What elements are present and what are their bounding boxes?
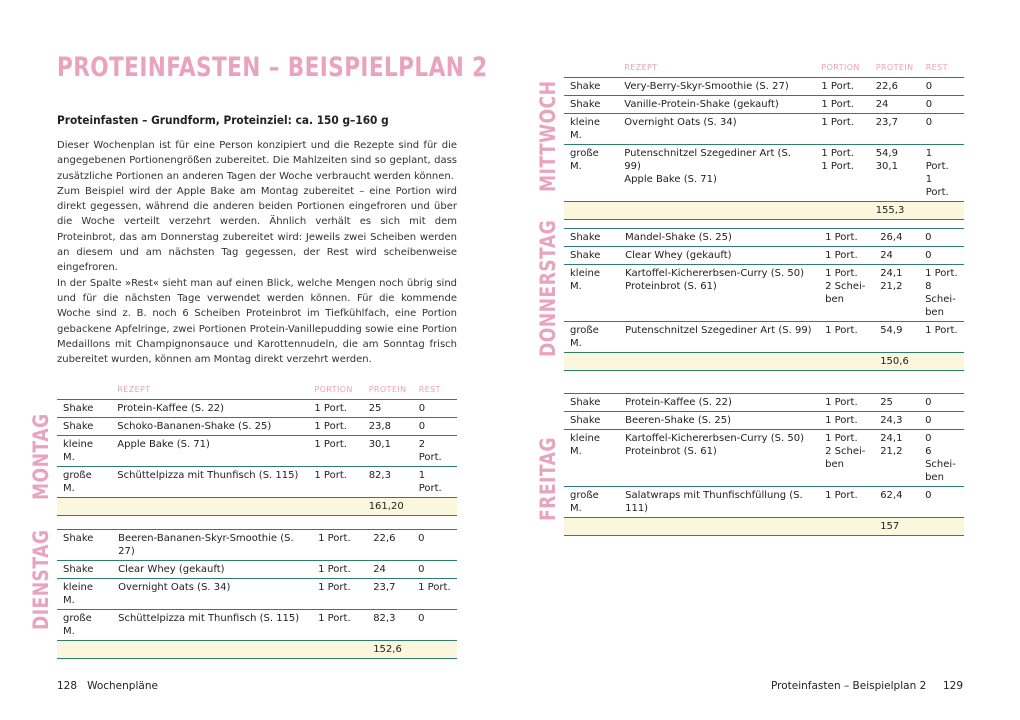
portion-line: 1 Port. — [825, 268, 858, 279]
recipe-line: Kartoffel-Kichererbsen-Curry (S. 50) — [625, 268, 805, 279]
rest-line: 6 Schei- — [925, 446, 956, 470]
page-number-right: 129 — [942, 680, 963, 692]
total-row — [564, 202, 964, 220]
protein-total: 152,6 — [367, 641, 412, 659]
protein: 24 — [870, 96, 920, 114]
day-label-freitag: FREITAG — [536, 437, 560, 521]
rest: 0 — [920, 78, 964, 96]
protein-total: 161,20 — [363, 498, 413, 516]
rest-line: 0 — [925, 433, 932, 444]
header-rezept: REZEPT — [117, 385, 151, 394]
meal-type: große M. — [564, 322, 619, 353]
protein: 23,8 — [363, 418, 413, 436]
protein-line: 21,2 — [880, 446, 903, 457]
page-title: PROTEINFASTEN – BEISPIELPLAN 2 — [57, 52, 488, 83]
meal-type: große M. — [57, 467, 111, 498]
rest: 1 Port. — [413, 467, 457, 498]
meal-type: kleine M. — [564, 265, 619, 322]
protein-total: 150,6 — [874, 353, 919, 371]
recipe-line: Proteinbrot (S. 61) — [625, 446, 717, 457]
protein-line: 54,9 — [875, 148, 898, 159]
rest: 1 Port. — [412, 579, 457, 610]
table-row — [564, 145, 964, 202]
meal-type: Shake — [57, 530, 112, 561]
rest-line: 1 Port. — [925, 268, 958, 279]
recipe — [619, 430, 819, 487]
day-label-mittwoch: MITTWOCH — [536, 80, 560, 192]
table-row — [57, 530, 457, 561]
protein — [874, 265, 919, 322]
table-row — [564, 78, 964, 96]
protein: 23,7 — [367, 579, 412, 610]
recipe: Overnight Oats (S. 34) — [112, 579, 312, 610]
rest: 0 — [412, 561, 457, 579]
table-montag — [57, 380, 457, 516]
rest: 0 — [413, 418, 457, 436]
portion: 1 Port. — [815, 114, 869, 145]
table-row — [57, 418, 457, 436]
meal-type: kleine M. — [57, 436, 111, 467]
rest: 0 — [412, 530, 457, 561]
table-row — [564, 229, 964, 247]
rest: 0 — [919, 487, 964, 518]
rest: 0 — [920, 114, 964, 145]
rest-line: 1 Port. — [925, 148, 949, 172]
portion — [819, 430, 874, 487]
meal-type: Shake — [57, 418, 111, 436]
recipe: Schüttelpizza mit Thunfisch (S. 115) — [112, 610, 312, 641]
portion-line: 1 Port. — [821, 148, 854, 159]
portion-line: 2 Schei- — [825, 281, 866, 292]
intro-text — [57, 138, 457, 367]
meal-type: kleine M. — [57, 579, 112, 610]
header-portion: PORTION — [314, 385, 353, 394]
recipe — [619, 265, 819, 322]
page-number-left: 128 — [57, 680, 78, 692]
portion: 1 Port. — [308, 400, 362, 418]
protein-line: 21,2 — [880, 281, 903, 292]
portion — [815, 145, 869, 202]
meal-type: große M. — [564, 487, 619, 518]
recipe: Clear Whey (gekauft) — [112, 561, 312, 579]
header-protein: PROTEIN — [368, 385, 407, 394]
total-row — [564, 353, 964, 371]
portion: 1 Port. — [312, 579, 367, 610]
portion: 1 Port. — [819, 229, 874, 247]
rest: 0 — [919, 247, 964, 265]
header-rezept: REZEPT — [624, 63, 658, 72]
protein-line: 30,1 — [875, 161, 898, 172]
portion: 1 Port. — [819, 412, 874, 430]
recipe: Vanille-Protein-Shake (gekauft) — [618, 96, 815, 114]
rest-line: ben — [925, 307, 944, 318]
protein: 23,7 — [870, 114, 920, 145]
header-protein: PROTEIN — [875, 63, 914, 72]
footer-left — [57, 680, 158, 692]
recipe: Schoko-Bananen-Shake (S. 25) — [111, 418, 308, 436]
table-row — [564, 114, 964, 145]
portion: 1 Port. — [312, 610, 367, 641]
day-label-dienstag: DIENSTAG — [29, 529, 53, 630]
portion: 1 Port. — [819, 247, 874, 265]
meal-type: Shake — [564, 412, 619, 430]
rest — [919, 265, 964, 322]
intro-paragraph: Zum Beispiel wird der Apple Bake am Montag zubereitet – eine Portion wird direkt gegessen, während die anderen beiden Portionen eingefroren und über die Woche verteilt verzehrt werden. Ähnlich verhält es sich mit dem Proteinbrot, das am Donnerstag zubereitet wird: Jeweils zwei Scheiben werden an diesem und am nächsten Tag gegessen, der Rest wird scheibenweise eingefroren. — [57, 185, 457, 274]
meal-type: Shake — [564, 78, 618, 96]
portion: 1 Port. — [308, 467, 362, 498]
meal-type: Shake — [57, 400, 111, 418]
portion: 1 Port. — [815, 96, 869, 114]
recipe-line: Apple Bake (S. 71) — [624, 174, 717, 185]
rest-line: ben — [925, 472, 944, 483]
header-portion: PORTION — [821, 63, 860, 72]
footer-section-label: Wochenpläne — [87, 680, 158, 692]
recipe: Apple Bake (S. 71) — [111, 436, 308, 467]
portion-line: ben — [825, 459, 844, 470]
protein: 24,3 — [874, 412, 919, 430]
table-mittwoch — [564, 58, 964, 220]
meal-type: Shake — [564, 229, 619, 247]
protein — [874, 430, 919, 487]
rest: 1 Port. — [919, 322, 964, 353]
meal-type: kleine M. — [564, 114, 618, 145]
recipe — [618, 145, 815, 202]
portion: 1 Port. — [312, 530, 367, 561]
recipe-line: Kartoffel-Kichererbsen-Curry (S. 50) — [625, 433, 805, 444]
table-row — [57, 579, 457, 610]
protein: 82,3 — [367, 610, 412, 641]
header-rest: REST — [418, 385, 441, 394]
table-donnerstag — [564, 228, 964, 371]
protein: 26,4 — [874, 229, 919, 247]
portion — [819, 265, 874, 322]
table-freitag — [564, 393, 964, 536]
footer-right — [771, 680, 963, 692]
total-row — [57, 641, 457, 659]
protein: 25 — [874, 394, 919, 412]
table-row — [564, 96, 964, 114]
day-label-montag: MONTAG — [29, 413, 53, 500]
portion-line: 2 Schei- — [825, 446, 866, 457]
protein: 22,6 — [870, 78, 920, 96]
recipe: Protein-Kaffee (S. 22) — [111, 400, 308, 418]
meal-type: große M. — [564, 145, 618, 202]
table-row — [57, 610, 457, 641]
day-label-donnerstag: DONNERSTAG — [536, 219, 560, 357]
table-row — [57, 467, 457, 498]
rest: 0 — [412, 610, 457, 641]
portion: 1 Port. — [819, 322, 874, 353]
rest: 0 — [413, 400, 457, 418]
recipe-line: Proteinbrot (S. 61) — [625, 281, 717, 292]
total-row — [57, 498, 457, 516]
portion: 1 Port. — [308, 436, 362, 467]
meal-type: kleine M. — [564, 430, 619, 487]
table-row — [564, 322, 964, 353]
rest-line: 1 Port. — [925, 174, 949, 198]
recipe: Mandel-Shake (S. 25) — [619, 229, 819, 247]
rest: 2 Port. — [413, 436, 457, 467]
portion-line: 1 Port. — [825, 433, 858, 444]
section-subtitle: Proteinfasten – Grundform, Proteinziel: ca. 150 g–160 g — [57, 113, 389, 127]
protein: 62,4 — [874, 487, 919, 518]
intro-paragraph: Dieser Wochenplan ist für eine Person konzipiert und die Rezepte sind für die angegebenen Portionengrößen zubereitet. Die Mahlzeiten sind so geplant, dass zusätzliche Portionen an anderen Tagen der Woche verbraucht werden können. — [57, 140, 457, 182]
recipe: Salatwraps mit Thunfischfüllung (S. 111) — [619, 487, 819, 518]
table-row — [57, 436, 457, 467]
total-row — [564, 518, 964, 536]
table-row — [564, 412, 964, 430]
protein-total: 157 — [874, 518, 919, 536]
portion-line: ben — [825, 294, 844, 305]
intro-paragraph: In der Spalte »Rest« sieht man auf einen Blick, welche Mengen noch übrig sind und für die nächsten Tage verwendet werden können. Für die kommende Woche sind z. B. noch 6 Scheiben Proteinbrot im Tiefkühlfach, eine Portion gebackene Apfelringe, zwei Portionen Protein-Vanillepudding sowie eine Portion Medaillons mit Champignonsauce und Karottennudeln, die am Sonntag frisch zubereitet wurden, können am Montag direkt verzehrt werden. — [57, 277, 457, 366]
protein: 30,1 — [363, 436, 413, 467]
meal-type: große M. — [57, 610, 112, 641]
recipe-line: Putenschnitzel Szegediner Art (S. 99) — [624, 148, 791, 172]
recipe: Putenschnitzel Szegediner Art (S. 99) — [619, 322, 819, 353]
recipe: Overnight Oats (S. 34) — [618, 114, 815, 145]
protein-line: 24,1 — [880, 268, 903, 279]
protein: 82,3 — [363, 467, 413, 498]
portion: 1 Port. — [819, 394, 874, 412]
portion: 1 Port. — [815, 78, 869, 96]
protein: 54,9 — [874, 322, 919, 353]
header-rest: REST — [925, 63, 948, 72]
protein-total: 155,3 — [870, 202, 920, 220]
rest — [919, 430, 964, 487]
table-row — [57, 561, 457, 579]
portion: 1 Port. — [308, 418, 362, 436]
table-row — [564, 487, 964, 518]
rest: 0 — [919, 412, 964, 430]
recipe: Beeren-Shake (S. 25) — [619, 412, 819, 430]
meal-type: Shake — [57, 561, 112, 579]
rest: 0 — [920, 96, 964, 114]
protein: 22,6 — [367, 530, 412, 561]
protein: 24 — [367, 561, 412, 579]
protein-line: 24,1 — [880, 433, 903, 444]
footer-chapter-label: Proteinfasten – Beispielplan 2 — [770, 680, 927, 692]
recipe: Clear Whey (gekauft) — [619, 247, 819, 265]
recipe: Beeren-Bananen-Skyr-Smoothie (S. 27) — [112, 530, 312, 561]
meal-type: Shake — [564, 394, 619, 412]
recipe: Schüttelpizza mit Thunfisch (S. 115) — [111, 467, 308, 498]
recipe: Protein-Kaffee (S. 22) — [619, 394, 819, 412]
rest — [920, 145, 964, 202]
rest: 0 — [919, 394, 964, 412]
recipe: Very-Berry-Skyr-Smoothie (S. 27) — [618, 78, 815, 96]
table-row — [57, 400, 457, 418]
table-row — [564, 247, 964, 265]
protein: 25 — [363, 400, 413, 418]
table-row — [564, 430, 964, 487]
portion: 1 Port. — [819, 487, 874, 518]
table-row — [564, 265, 964, 322]
table-row — [564, 394, 964, 412]
protein — [870, 145, 920, 202]
rest: 0 — [919, 229, 964, 247]
meal-type: Shake — [564, 96, 618, 114]
portion: 1 Port. — [312, 561, 367, 579]
protein: 24 — [874, 247, 919, 265]
portion-line: 1 Port. — [821, 161, 854, 172]
rest-line: 8 Schei- — [925, 281, 956, 305]
meal-type: Shake — [564, 247, 619, 265]
table-dienstag — [57, 529, 457, 659]
